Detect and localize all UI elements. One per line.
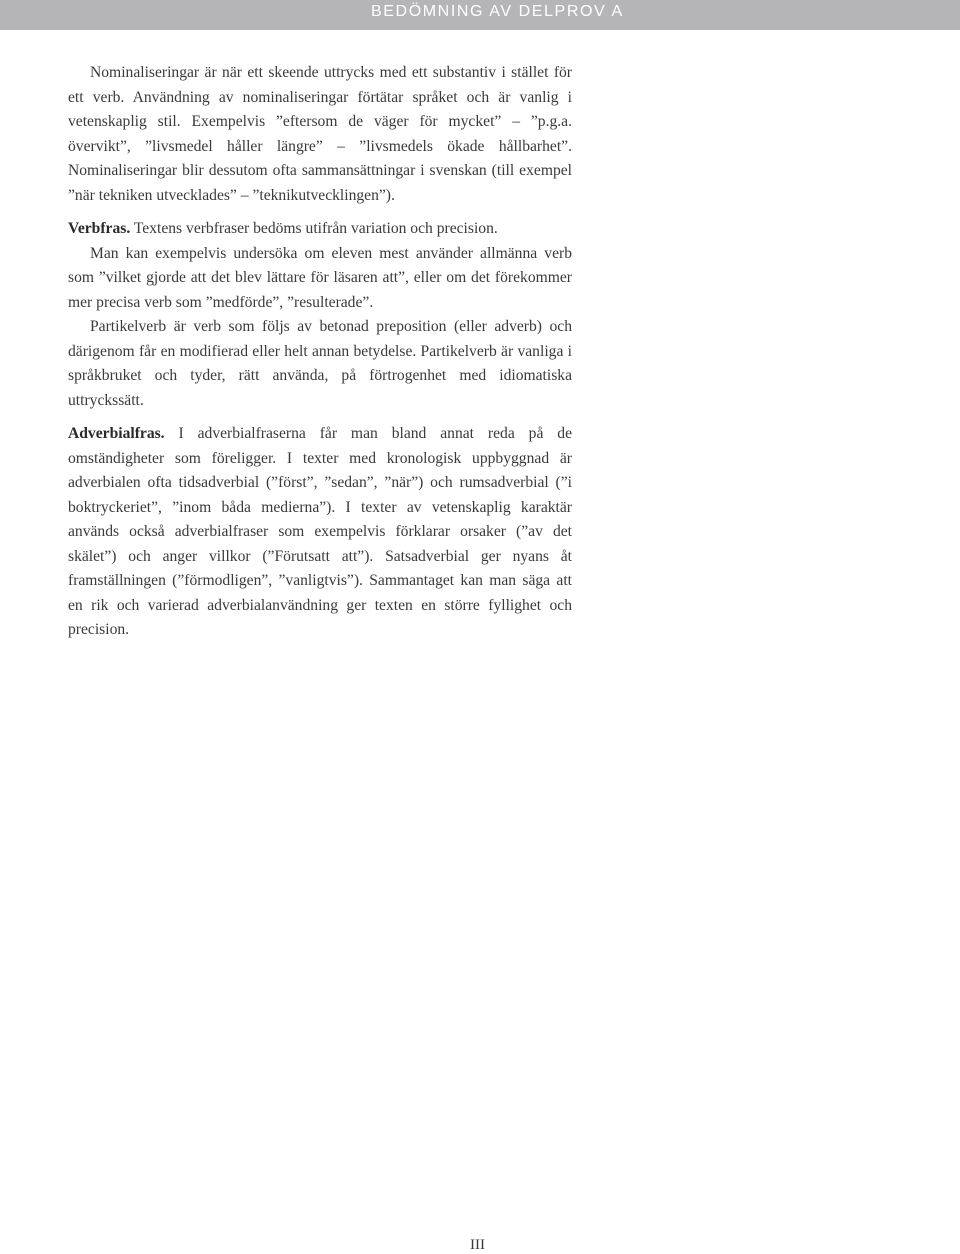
paragraph-verbfras xyxy=(68,217,572,242)
document-body xyxy=(68,61,572,643)
header-title: BEDÖMNING AV DELPROV A xyxy=(371,3,624,20)
adverbialfras-heading: Adverbialfras. xyxy=(68,425,165,442)
header-bar xyxy=(0,0,960,30)
adverbialfras-text: I adverbialfraserna får man bland annat reda på de omständigheter som föreligger. I texter med kronologisk uppbyggnad är adverbialen ofta tidsadverbial (”först”, ”sedan”, ”när”) och rumsadverbial (”i boktryckeriet”, ”inom båda medierna”). I texter av vetenskaplig karaktär används också adverbialfraser som exempelvis förklarar orsaker (”av det skälet”) och anger villkor (”Förutsatt att”). Satsadverbial ger nyans åt framställningen (”förmodligen”, ”vanligtvis”). Sammantaget kan man säga att en rik och varierad adverbialanvändning ger texten en större fyllighet och precision. xyxy=(68,425,572,638)
page-number: III xyxy=(470,1237,485,1253)
verbfras-heading: Verbfras. xyxy=(68,220,131,237)
paragraph-verb-examples: Man kan exempelvis undersöka om eleven mest använder allmänna verb som ”vilket gjorde att det blev lättare för läsaren att”, eller om det förekommer mer precisa verb som ”medförde”, ”resulterade”. xyxy=(68,244,572,311)
verbfras-text: Textens verbfraser bedöms utifrån variation och precision. xyxy=(130,220,498,237)
paragraph-nominaliseringar: Nominaliseringar är när ett skeende uttrycks med ett substantiv i stället för ett verb. Användning av nominaliseringar förtätar språket och är vanlig i vetenskaplig stil. Exempelvis ”eftersom de väger för mycket” – ”p.g.a. övervikt”, ”livsmedel håller längre” – ”livsmedels ökade hållbarhet”. Nominaliseringar blir dessutom ofta sammansättningar i svenskan (till exempel ”när tekniken utvecklades” – ”teknikutvecklingen”). xyxy=(68,64,572,204)
paragraph-adverbialfras xyxy=(68,422,572,643)
paragraph-partikelverb: Partikelverb är verb som följs av betonad preposition (eller adverb) och därigenom får en modifierad eller helt annan betydelse. Partikelverb är vanliga i språkbruket och tyder, rätt använda, på förtrogenhet med idiomatiska uttryckssätt. xyxy=(68,318,572,409)
